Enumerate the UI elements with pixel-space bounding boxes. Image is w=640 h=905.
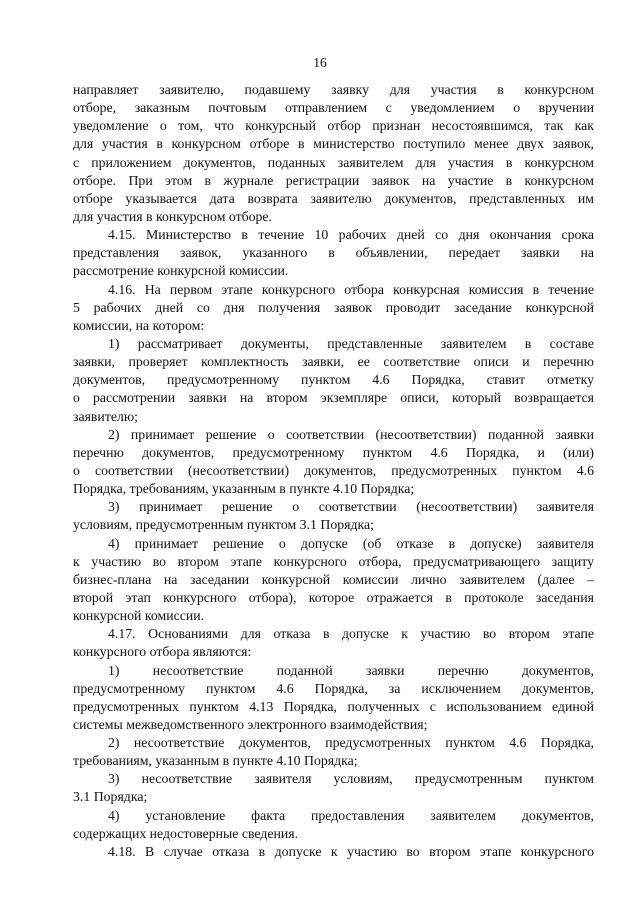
text-line: к участию во втором этапе конкурсного отбора, предусматривающего защиту: [73, 553, 594, 569]
text-line: заявителю;: [73, 408, 138, 424]
text-line: 3) несоответствие заявителя условиям, предусмотренным пунктом: [108, 771, 594, 787]
text-line: предусмотренных пунктом 4.13 Порядка, полученных с использованием единой: [73, 698, 594, 714]
page-number: 16: [313, 55, 327, 70]
text-line: содержащих недостоверные сведения.: [73, 825, 299, 841]
text-line: 4.18. В случае отказа в допуске к участию во втором этапе конкурсного: [108, 843, 594, 859]
text-line: комиссии, на котором:: [73, 317, 205, 333]
text-line: перечню документов, предусмотренному пунктом 4.6 Порядка, и (или): [73, 444, 594, 460]
text-line: условиям, предусмотренным пунктом 3.1 Порядка;: [73, 517, 374, 533]
text-line: для участия в конкурсном отборе.: [73, 208, 273, 224]
text-line: 3) принимает решение о соответствии (несоответствии) заявителя: [108, 499, 594, 515]
text-line: второй этап конкурсного отбора), которое отражается в протоколе заседания: [73, 589, 594, 605]
text-line: 1) несоответствие поданной заявки перечню документов,: [108, 662, 594, 678]
text-line: заявки, проверяет комплектность заявки, ее соответствие описи и перечню: [73, 354, 594, 370]
text-line: 5 рабочих дней со дня получения заявок проводит заседание конкурсной: [73, 299, 594, 315]
text-line: 3.1 Порядка;: [73, 789, 148, 805]
text-line: с приложением документов, поданных заявителем для участия в конкурсном: [73, 154, 594, 170]
text-line: бизнес-плана на заседании конкурсной комиссии лично заявителем (далее –: [73, 571, 594, 587]
text-line: о рассмотрении заявки на втором экземпляре описи, который возвращается: [73, 390, 594, 406]
text-line: системы межведомственного электронного взаимодействия;: [73, 716, 428, 732]
text-line: 1) рассматривает документы, представленные заявителем в составе: [108, 335, 594, 351]
text-line: 2) несоответствие документов, предусмотренных пунктом 4.6 Порядка,: [108, 735, 594, 751]
text-line: Порядка, требованиям, указанным в пункте 4.10 Порядка;: [73, 481, 415, 497]
text-line: 4.17. Основаниями для отказа в допуске к участию во втором этапе: [108, 626, 594, 642]
text-line: требованиям, указанным в пункте 4.10 Порядка;: [73, 753, 358, 769]
text-line: представления заявок, указанного в объявлении, передает заявки на: [73, 245, 594, 261]
text-line: направляет заявителю, подавшему заявку для участия в конкурсном: [73, 82, 594, 97]
text-line: документов, предусмотренному пунктом 4.6 Порядка, ставит отметку: [73, 372, 594, 388]
text-line: для участия в конкурсном отборе в министерство поступило менее двух заявок,: [73, 136, 594, 152]
text-line: рассмотрение конкурсной комиссии.: [73, 263, 289, 279]
text-line: 4.15. Министерство в течение 10 рабочих дней со дня окончания срока: [108, 227, 594, 243]
text-line: конкурсной комиссии.: [73, 608, 205, 624]
text-line: 4) установление факта предоставления заявителем документов,: [108, 807, 594, 823]
text-line: отборе. При этом в журнале регистрации заявок на участие в конкурсном: [73, 172, 594, 188]
text-line: предусмотренному пунктом 4.6 Порядка, за исключением документов,: [73, 680, 594, 696]
document-body: [73, 81, 594, 861]
text-line: конкурсного отбора являются:: [73, 644, 252, 660]
text-line: уведомление о том, что конкурсный отбор признан несостоявшимся, так как: [73, 118, 594, 134]
text-line: 4.16. На первом этапе конкурсного отбора конкурсная комиссия в течение: [108, 281, 594, 297]
text-line: 2) принимает решение о соответствии (несоответствии) поданной заявки: [108, 426, 594, 442]
text-line: отборе, заказным почтовым отправлением с уведомлением о вручении: [73, 100, 594, 116]
text-line: 4) принимает решение о допуске (об отказе в допуске) заявителя: [108, 535, 594, 551]
text-line: отборе указывается дата возврата заявителю документов, представленных им: [73, 190, 594, 206]
text-line: о соответствии (несоответствии) документов, предусмотренных пунктом 4.6: [73, 462, 594, 478]
